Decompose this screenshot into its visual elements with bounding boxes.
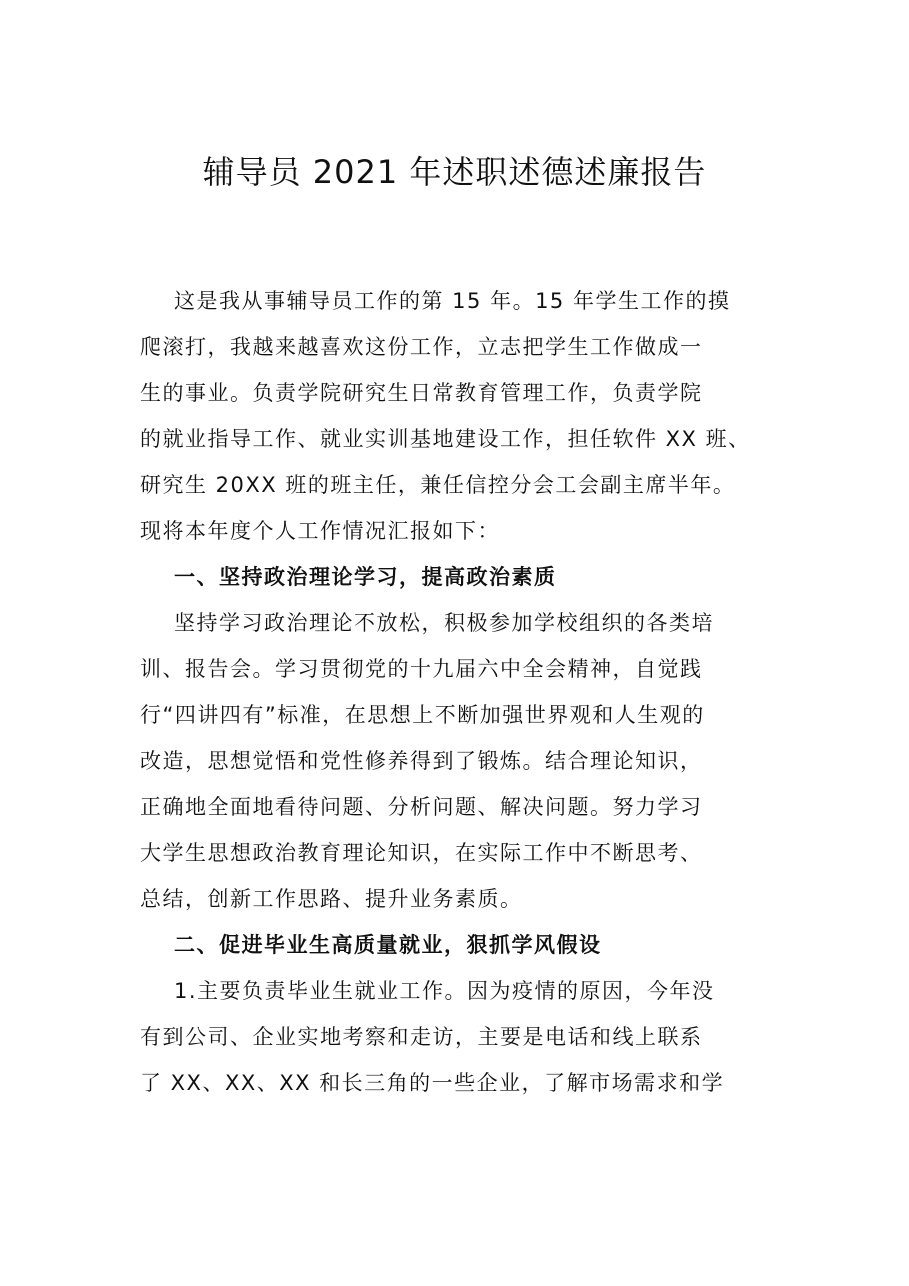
- paragraph-line: 现将本年度个人工作情况汇报如下：: [140, 519, 500, 543]
- section-heading: 一、坚持政治理论学习，提高政治素质: [174, 565, 557, 589]
- paragraph-line: 行“四讲四有”标准，在思想上不断加强世界观和人生观的: [140, 703, 705, 727]
- paragraph-line: 爬滚打，我越来越喜欢这份工作，立志把学生工作做成一: [140, 335, 703, 359]
- paragraph-line: 生的事业。负责学院研究生日常教育管理工作，负责学院: [140, 381, 703, 405]
- paragraph-line: 训、报告会。学习贯彻党的十九届六中全会精神，自觉践: [140, 657, 703, 681]
- paragraph-line: 有到公司、企业实地考察和走访，主要是电话和线上联系: [140, 1025, 703, 1049]
- paragraph-line: 的就业指导工作、就业实训基地建设工作，担任软件 XX 班、: [140, 427, 751, 451]
- paragraph-line: 坚持学习政治理论不放松，积极参加学校组织的各类培: [174, 611, 714, 635]
- paragraph-line: 大学生思想政治教育理论知识，在实际工作中不断思考、: [140, 841, 703, 865]
- paragraph-line: 改造，思想觉悟和党性修养得到了锻炼。结合理论知识，: [140, 749, 703, 773]
- paragraph-line: 研究生 20XX 班的班主任，兼任信控分会工会副主席半年。: [140, 473, 736, 497]
- paragraph-line: 总结，创新工作思路、提升业务素质。: [140, 887, 523, 911]
- paragraph-line: 这是我从事辅导员工作的第 15 年。15 年学生工作的摸: [174, 289, 731, 313]
- document-body: [140, 278, 780, 1106]
- paragraph-line: 了 XX、XX、XX 和长三角的一些企业，了解市场需求和学: [140, 1071, 725, 1095]
- paragraph-line: 1.主要负责毕业生就业工作。因为疫情的原因，今年没: [174, 979, 715, 1003]
- paragraph-line: 正确地全面地看待问题、分析问题、解决问题。努力学习: [140, 795, 703, 819]
- document-title: 辅导员 2021 年述职述德述廉报告: [202, 153, 707, 191]
- section-heading: 二、促进毕业生高质量就业，狠抓学风假设: [174, 933, 602, 957]
